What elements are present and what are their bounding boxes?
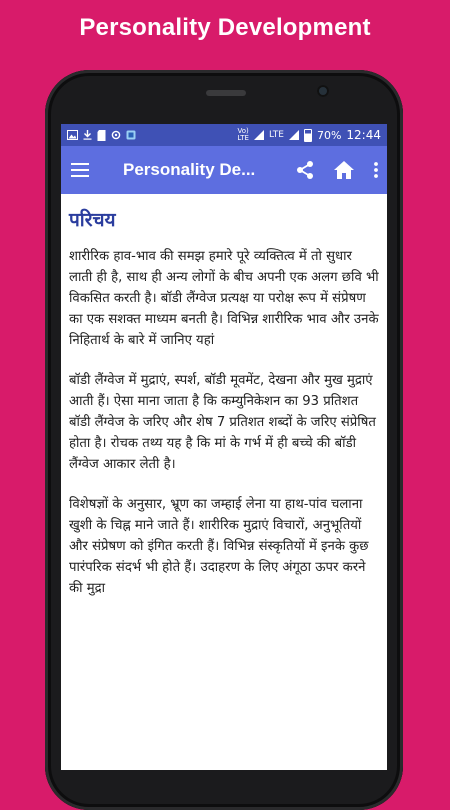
phone-frame bbox=[45, 70, 403, 810]
sd-card-icon bbox=[97, 130, 106, 141]
article-paragraph: विशेषज्ञों के अनुसार, भ्रूण का जम्हाई लेना या हाथ-पांव चलाना खुशी के चिह्न माने जाते हैं। शारीरिक मुद्राएं विचारों, अनुभूतियों और संप्रेषण को इंगित करती हैं। विभिन्न संस्कृतियों में इनके कुछ पारंपरिक संदर्भ भी होते हैं। उदाहरण के लिए अंगूठा ऊपर करने की मुद्रा bbox=[69, 497, 369, 596]
signal-icon-2 bbox=[289, 130, 299, 140]
share-icon[interactable] bbox=[295, 160, 315, 180]
article-content[interactable] bbox=[61, 194, 387, 770]
battery-percent: 70% bbox=[316, 128, 342, 142]
app-icon bbox=[126, 130, 136, 140]
status-icons-right bbox=[237, 128, 381, 142]
battery-icon bbox=[304, 129, 312, 142]
status-icons-left bbox=[67, 130, 136, 141]
download-icon bbox=[83, 130, 92, 140]
sync-icon bbox=[111, 130, 121, 140]
phone-screen bbox=[61, 124, 387, 770]
status-bar bbox=[61, 124, 387, 146]
app-bar-actions bbox=[295, 160, 379, 180]
clock: 12:44 bbox=[346, 128, 381, 142]
article-paragraph: बॉडी लैंग्वेज में मुद्राएं, स्पर्श, बॉडी मूवमेंट, देखना और मुख मुद्राएं आती हैं। ऐसा माना जाता है कि कम्युनिकेशन का 93 प्रतिशत बॉडी लैंग्वेज के जरिए और शेष 7 प्रतिशत शब्दों के जरिए संप्रेषित होता है। रोचक तथ्य यह है कि मां के गर्भ में ही बच्चे की बॉडी लैंग्वेज आकार लेती है। bbox=[69, 373, 376, 472]
lte-label: LTE bbox=[268, 129, 284, 140]
promo-title: Personality Development bbox=[79, 14, 371, 41]
phone-camera bbox=[317, 85, 329, 97]
article-paragraph: शारीरिक हाव-भाव की समझ हमारे पूरे व्यक्तित्व में तो सुधार लाती ही है, साथ ही अन्य लोगों के बीच अपनी एक अलग छवि भी विकसित करती है। बॉडी लैंग्वेज प्रत्यक्ष या परोक्ष रूप में संप्रेषण का एक सशक्त माध्यम बनती है। विभिन्न शारीरिक भाव और उनके निहितार्थ के बारे में जानिए यहां bbox=[69, 249, 379, 348]
more-vertical-icon[interactable] bbox=[373, 161, 379, 179]
phone-earpiece bbox=[206, 90, 246, 96]
image-icon bbox=[67, 130, 78, 140]
signal-icon bbox=[254, 130, 264, 140]
home-icon[interactable] bbox=[333, 160, 355, 180]
section-heading: परिचय bbox=[69, 209, 116, 231]
app-title: Personality De... bbox=[123, 160, 256, 179]
volte-indicator: Vo) LTE bbox=[237, 127, 249, 142]
menu-icon[interactable] bbox=[71, 163, 89, 177]
app-bar bbox=[61, 146, 387, 194]
